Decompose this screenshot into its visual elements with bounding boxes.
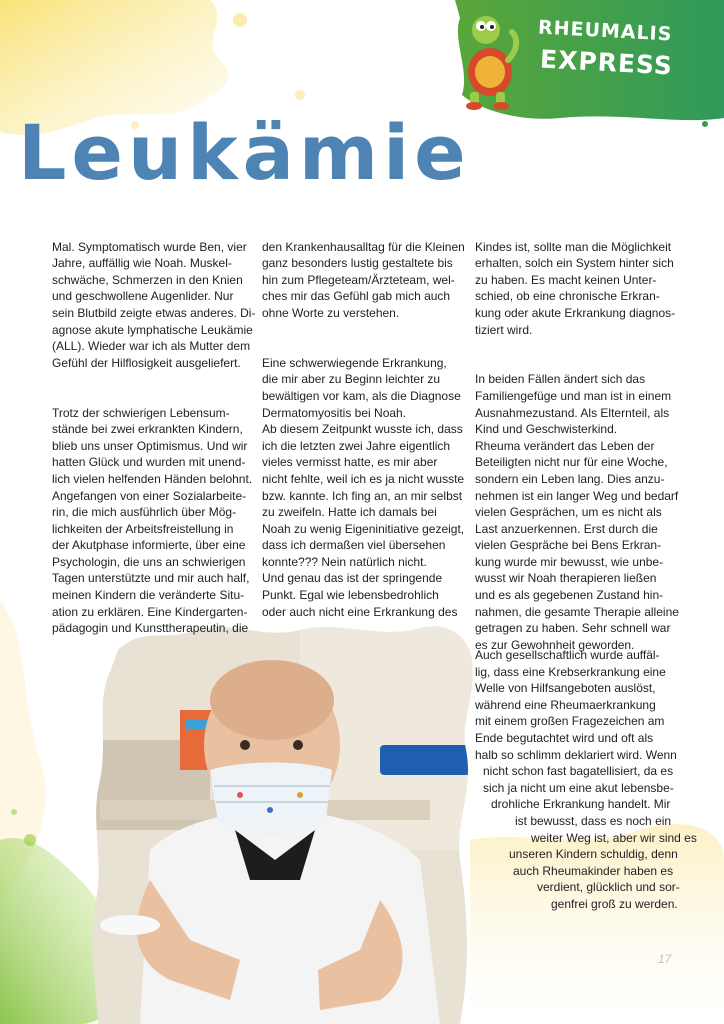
text-line: auch Rheumakinder haben es bbox=[513, 863, 674, 878]
text-line: mit einem großen Fragezeichen am bbox=[475, 714, 665, 729]
text-line: ist bewusst, dass es noch ein bbox=[515, 813, 672, 828]
article-column-2 bbox=[262, 222, 467, 653]
brand-logo-line2: EXPRESS bbox=[539, 44, 674, 81]
text-line: Auch gesellschaftlich wurde auffäl- bbox=[475, 648, 660, 662]
text-line: halb so schlimm deklariert wird. Wenn bbox=[475, 747, 677, 762]
photo-boy-with-mask bbox=[90, 620, 480, 1024]
paragraph: In beiden Fällen ändert sich das Familiengefüge und man ist in einem Ausnahmezustand. Als Elternteil, als Kind und Geschwisterkind. Rheuma verändert das Leben der Beteiligten nicht nur für eine Woche, sondern ein Leben lang. Dies anzu- nehmen ist ein langer Weg und bedarf vielen Gesprächen, um es nicht als Last anzuerkennen. Erst durch die vielen Gespräche bei Bens Erkran- kung wurde mir bewusst, wie unbe- wusst wir Noah therapieren ließen und es als gegebenen Zustand hin- nahmen, die gesamte Therapie alleine getragen zu haben. Sehr schnell war es zur Gewohnheit geworden. bbox=[475, 372, 679, 652]
paragraph: Eine schwerwiegende Erkrankung, die mir aber zu Beginn leichter zu bewältigen vor kam, als die Diagnose Dermatomyositis bei Noah. Ab diesem Zeitpunkt wusste ich, dass ich die letzten zwei Jahre eigentlich vieles vermisst hatte, es mir aber nicht fehlte, weil ich es ja nicht wusste bzw. kannte. Ich fing an, an mir selbst zu zweifeln. Hatte ich damals bei Noah zu wenig Eigeninitiative gezeigt, dass ich dermaßen viel übersehen konnte??? Nein natürlich nicht. Und genau das ist der springende Punkt. Egal wie lebensbedrohlich oder auch nicht eine Erkrankung des bbox=[262, 355, 465, 619]
paragraph: Kindes ist, sollte man die Möglichkeit erhalten, solch ein System hinter sich zu haben. Es macht keinen Unter- schied, ob eine chronische Erkran- kung oder akute Erkrankung diagnos- tiziert wird. bbox=[475, 239, 676, 337]
text-line: während eine Rheumaerkrankung bbox=[475, 697, 656, 712]
green-drop bbox=[24, 834, 36, 846]
page-title: Leukämie bbox=[18, 108, 471, 197]
paragraph: den Krankenhausalltag für die Kleinen ganz besonders lustig gestaltete bis hin zum Pflegeteam/Ärzteteam, wel- ches mir das Gefühl gab mich auch ohne Worte zu verstehen. bbox=[262, 239, 465, 320]
text-line: weiter Weg ist, aber wir sind es bbox=[531, 830, 697, 845]
article-column-3 bbox=[475, 222, 695, 687]
paragraph: Trotz der schwierigen Lebensum- stände bei zwei erkrankten Kindern, blieb uns unser Optimismus. Und wir hatten Glück und wurden mit unend- lich vielen helfenden Händen belohnt. Angefangen von einer Sozialarbeite- rin, die mich ausführlich über Mög- lichkeiten der Arbeitsfreistellung in der Akutphase informierte, über eine Psychologin, die uns an schwierigen Tagen unterstützte und mir auch half, meinen Kindern die veränderte Situ- ation zu erklären. Eine Kindergarten- pädagogin und Kunsttherapeutin, die bbox=[52, 405, 253, 636]
page-number: 17 bbox=[658, 952, 672, 966]
yellow-drop bbox=[295, 90, 305, 100]
text-line: nicht schon fast bagatellisiert, da es bbox=[483, 764, 674, 779]
text-line: drohliche Erkrankung handelt. Mir bbox=[491, 797, 671, 812]
brand-logo-line1: RHEUMALIS bbox=[537, 16, 673, 46]
article-wrap-text bbox=[475, 647, 715, 913]
article-column-1 bbox=[52, 222, 257, 670]
paragraph: Mal. Symptomatisch wurde Ben, vier Jahre, auffällig wie Noah. Muskel- schwäche, Schmerzen in den Knien und geschwollene Augenlider. Nur sein Blutbild zeigte etwas anderes. Di- agnose akute lymphatische Leukämie (ALL). Wieder war ich als Mutter dem Gefühl der Hilflosigkeit ausgeliefert. bbox=[52, 239, 256, 370]
text-line: sich ja nicht um eine akut lebensbe- bbox=[483, 780, 674, 795]
text-line: verdient, glücklich und sor- bbox=[537, 880, 680, 895]
text-line: unseren Kindern schuldig, denn bbox=[509, 847, 678, 862]
text-line: Welle von Hilfsangeboten auslöst, bbox=[475, 681, 656, 696]
green-drop bbox=[11, 809, 17, 815]
text-line: Ende begutachtet wird und oft als bbox=[475, 730, 654, 745]
yellow-drop bbox=[233, 13, 247, 27]
text-line: genfrei groß zu werden. bbox=[551, 896, 678, 911]
text-line: lig, dass eine Krebserkrankung eine bbox=[475, 664, 666, 679]
